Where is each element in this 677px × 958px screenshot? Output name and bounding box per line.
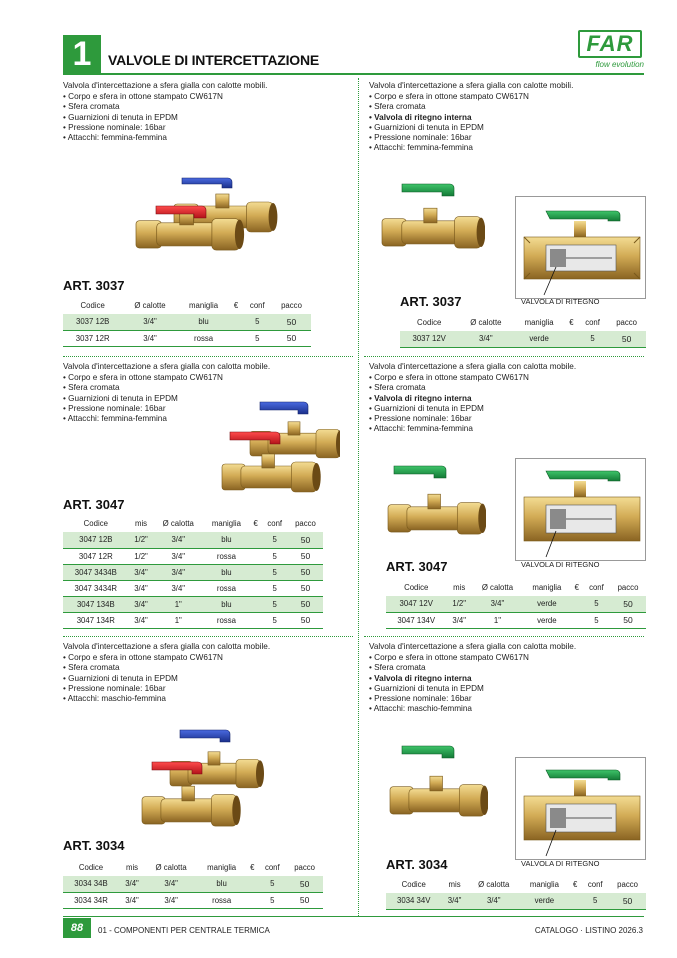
column-header: maniglia bbox=[524, 318, 554, 327]
logo-tagline: flow evolution bbox=[595, 60, 644, 69]
column-header: maniglia bbox=[532, 583, 562, 592]
feature-item: • Valvola di ritegno interna bbox=[369, 674, 576, 684]
col-maniglia: maniglia bbox=[189, 301, 219, 310]
table-cell: 1/2" bbox=[129, 548, 154, 564]
column-header: Codice bbox=[404, 583, 429, 592]
table-cell bbox=[230, 314, 243, 330]
column-header: conf bbox=[264, 863, 280, 872]
table-cell: verde bbox=[520, 893, 569, 909]
article-title: ART. 3047 bbox=[63, 497, 125, 512]
table-row bbox=[63, 548, 323, 564]
table-cell: 3047 12R bbox=[63, 548, 129, 564]
table-cell: 3047 12B bbox=[63, 532, 129, 548]
valve-photo bbox=[140, 726, 265, 836]
column-header: conf bbox=[585, 318, 600, 327]
valve-photo bbox=[388, 742, 488, 822]
article-title: ART. 3037 bbox=[400, 294, 462, 309]
row-divider bbox=[63, 636, 353, 637]
table-cell: 5 bbox=[583, 596, 610, 612]
table-cell: 3037 12B bbox=[63, 314, 122, 330]
section-drawing bbox=[515, 757, 646, 860]
column-header: Ø calotta bbox=[155, 863, 187, 872]
table-cell: 5 bbox=[583, 612, 610, 628]
column-header: Ø calotta bbox=[478, 880, 510, 889]
feature-item: • Attacchi: femmina-femmina bbox=[369, 424, 576, 434]
table-row bbox=[63, 330, 311, 346]
column-header: Codice bbox=[78, 863, 104, 872]
article-title: ART. 3034 bbox=[386, 857, 448, 872]
table-cell: 1" bbox=[153, 596, 203, 612]
table-cell: 50 bbox=[610, 612, 646, 628]
table-cell bbox=[250, 564, 262, 580]
table-cell: rossa bbox=[203, 612, 250, 628]
column-header: € bbox=[250, 863, 255, 872]
product-intro: Valvola d'intercettazione a sfera gialla con calotta mobile. bbox=[369, 642, 577, 651]
feature-item: • Pressione nominale: 16bar bbox=[63, 123, 267, 133]
row-divider bbox=[364, 636, 644, 637]
section-caption: VALVOLA DI RITEGNO bbox=[521, 560, 600, 569]
product-table bbox=[63, 300, 311, 347]
feature-item: • Sfera cromata bbox=[63, 383, 270, 393]
table-cell: 1/2" bbox=[129, 532, 154, 548]
column-divider bbox=[358, 78, 359, 916]
table-row bbox=[63, 892, 323, 908]
article-title: ART. 3037 bbox=[63, 278, 125, 293]
table-cell bbox=[230, 330, 243, 346]
table-cell: 5 bbox=[258, 876, 286, 892]
valve-photo bbox=[128, 168, 278, 276]
column-header: mis bbox=[448, 880, 461, 889]
table-cell: blu bbox=[178, 314, 230, 330]
column-header: pacco bbox=[295, 519, 316, 528]
feature-item: • Guarnizioni di tenuta in EPDM bbox=[63, 674, 270, 684]
column-header: mis bbox=[453, 583, 466, 592]
table-cell: verde bbox=[523, 612, 571, 628]
table-row bbox=[400, 331, 646, 347]
table-cell: 3/4" bbox=[129, 612, 154, 628]
product-description bbox=[369, 362, 576, 434]
table-cell: 5 bbox=[262, 532, 288, 548]
product-intro: Valvola d'intercettazione a sfera gialla con calotta mobile. bbox=[63, 362, 271, 371]
table-cell: 3047 12V bbox=[386, 596, 446, 612]
table-row bbox=[63, 580, 323, 596]
section-drawing bbox=[515, 196, 646, 299]
table-cell: 5 bbox=[581, 893, 609, 909]
table-cell bbox=[246, 892, 258, 908]
footer-divider bbox=[63, 916, 644, 917]
table-row bbox=[386, 596, 646, 612]
column-header: € bbox=[569, 318, 574, 327]
feature-item: • Corpo e sfera in ottone stampato CW617N bbox=[63, 373, 270, 383]
table-cell: 50 bbox=[286, 876, 323, 892]
product-description bbox=[63, 642, 270, 704]
table-cell: 50 bbox=[288, 532, 323, 548]
feature-item: • Pressione nominale: 16bar bbox=[369, 414, 576, 424]
table-cell: 3/4" bbox=[458, 331, 513, 347]
table-cell: 3/4" bbox=[442, 893, 468, 909]
feature-item: • Attacchi: maschio-femmina bbox=[369, 704, 576, 714]
product-intro: Valvola d'intercettazione a sfera gialla con calotta mobile. bbox=[369, 362, 577, 371]
table-cell: 3037 12R bbox=[63, 330, 122, 346]
column-header: maniglia bbox=[529, 880, 559, 889]
footer-catalog: CATALOGO · LISTINO 2026.3 bbox=[534, 926, 643, 935]
feature-item: • Attacchi: femmina-femmina bbox=[63, 133, 267, 143]
column-header: Ø calotte bbox=[470, 318, 502, 327]
table-cell: verde bbox=[513, 331, 565, 347]
column-header: Ø calotta bbox=[481, 583, 514, 592]
table-cell: 50 bbox=[288, 564, 323, 580]
table-header bbox=[386, 879, 646, 893]
column-header: pacco bbox=[616, 318, 637, 327]
table-row bbox=[63, 876, 323, 892]
table-cell: 50 bbox=[610, 596, 646, 612]
table-cell: 5 bbox=[262, 612, 288, 628]
table-cell: 50 bbox=[288, 548, 323, 564]
feature-item: • Attacchi: maschio-femmina bbox=[63, 694, 270, 704]
table-row bbox=[63, 564, 323, 580]
column-header: pacco bbox=[617, 880, 638, 889]
column-header: Codice bbox=[401, 880, 426, 889]
feature-item: • Sfera cromata bbox=[369, 663, 576, 673]
table-cell: blu bbox=[203, 564, 250, 580]
table-cell: 1" bbox=[472, 612, 523, 628]
column-header: € bbox=[253, 519, 258, 528]
table-cell: 3/4" bbox=[153, 580, 203, 596]
product-table bbox=[63, 862, 323, 909]
table-cell: 5 bbox=[262, 580, 288, 596]
table-cell: 3047 134V bbox=[386, 612, 446, 628]
column-header: pacco bbox=[294, 863, 315, 872]
table-cell: 3/4" bbox=[472, 596, 523, 612]
feature-item: • Pressione nominale: 16bar bbox=[63, 684, 270, 694]
feature-item: • Valvola di ritegno interna bbox=[369, 394, 576, 404]
table-cell: rossa bbox=[197, 892, 246, 908]
feature-item: • Attacchi: femmina-femmina bbox=[63, 414, 270, 424]
table-cell bbox=[250, 596, 262, 612]
table-cell: 5 bbox=[258, 892, 286, 908]
table-cell: 3/4" bbox=[129, 580, 154, 596]
valve-photo bbox=[386, 462, 486, 540]
feature-item: • Corpo e sfera in ottone stampato CW617N bbox=[369, 653, 576, 663]
col-conf: conf bbox=[249, 301, 265, 310]
article-title: ART. 3047 bbox=[386, 559, 448, 574]
table-cell bbox=[250, 612, 262, 628]
column-header: conf bbox=[267, 519, 283, 528]
column-header: mis bbox=[134, 519, 148, 528]
feature-item: • Sfera cromata bbox=[369, 383, 576, 393]
feature-item: • Guarnizioni di tenuta in EPDM bbox=[369, 404, 576, 414]
table-cell: 3034 34V bbox=[386, 893, 442, 909]
table-header bbox=[400, 317, 646, 331]
table-cell: 3/4" bbox=[129, 564, 154, 580]
table-cell: 3047 3434B bbox=[63, 564, 129, 580]
table-cell bbox=[571, 612, 583, 628]
table-row bbox=[386, 893, 646, 909]
col-codice: Codice bbox=[80, 301, 105, 310]
table-cell: 3/4" bbox=[119, 892, 145, 908]
col-calotte: Ø calotte bbox=[134, 301, 166, 310]
product-table bbox=[63, 518, 323, 629]
table-row bbox=[63, 532, 323, 548]
section-caption: VALVOLA DI RITEGNO bbox=[521, 859, 600, 868]
table-cell: 1" bbox=[153, 612, 203, 628]
feature-item: • Pressione nominale: 16bar bbox=[369, 133, 573, 143]
row-divider bbox=[364, 356, 644, 357]
feature-item: • Sfera cromata bbox=[63, 102, 267, 112]
table-header bbox=[386, 582, 646, 596]
column-header: mis bbox=[125, 863, 139, 872]
table-cell: 3/4" bbox=[122, 314, 177, 330]
table-cell bbox=[565, 331, 578, 347]
product-table bbox=[386, 582, 646, 629]
table-cell: 50 bbox=[609, 893, 646, 909]
table-cell bbox=[250, 580, 262, 596]
table-cell: 3/4" bbox=[122, 330, 177, 346]
table-cell: rossa bbox=[203, 548, 250, 564]
table-cell: 3/4" bbox=[153, 564, 203, 580]
section-drawing bbox=[515, 458, 646, 561]
table-cell: blu bbox=[197, 876, 246, 892]
table-cell bbox=[250, 548, 262, 564]
feature-item: • Guarnizioni di tenuta in EPDM bbox=[63, 113, 267, 123]
far-logo bbox=[570, 30, 644, 70]
product-table bbox=[386, 879, 646, 910]
table-cell: blu bbox=[203, 596, 250, 612]
table-cell: 3/4" bbox=[129, 596, 154, 612]
table-cell: 5 bbox=[262, 564, 288, 580]
section-caption: VALVOLA DI RITEGNO bbox=[521, 297, 600, 306]
table-cell: 50 bbox=[607, 331, 646, 347]
chapter-number: 1 bbox=[63, 35, 101, 73]
feature-item: • Attacchi: femmina-femmina bbox=[369, 143, 573, 153]
feature-item: • Guarnizioni di tenuta in EPDM bbox=[369, 684, 576, 694]
feature-item: • Pressione nominale: 16bar bbox=[63, 404, 270, 414]
table-cell: 50 bbox=[288, 580, 323, 596]
column-header: maniglia bbox=[211, 519, 241, 528]
table-cell: 50 bbox=[288, 612, 323, 628]
table-cell: 50 bbox=[286, 892, 323, 908]
product-table bbox=[400, 317, 646, 348]
table-row bbox=[386, 612, 646, 628]
table-cell: 1/2" bbox=[446, 596, 472, 612]
table-cell: 3/4" bbox=[145, 892, 197, 908]
table-cell: 5 bbox=[262, 548, 288, 564]
table-cell: verde bbox=[523, 596, 571, 612]
table-cell: 3/4" bbox=[468, 893, 520, 909]
valve-photo bbox=[380, 180, 485, 255]
table-cell: 3/4" bbox=[446, 612, 472, 628]
table-cell: 3037 12V bbox=[400, 331, 458, 347]
table-row bbox=[63, 314, 311, 330]
table-cell: 3047 134B bbox=[63, 596, 129, 612]
table-header bbox=[63, 300, 311, 314]
table-cell: 3034 34R bbox=[63, 892, 119, 908]
table-cell: 3/4" bbox=[153, 532, 203, 548]
table-cell bbox=[571, 596, 583, 612]
column-header: Ø calotta bbox=[162, 519, 194, 528]
product-description bbox=[369, 642, 576, 714]
feature-item: • Pressione nominale: 16bar bbox=[369, 694, 576, 704]
table-cell: 5 bbox=[243, 314, 272, 330]
col-pacco: pacco bbox=[281, 301, 302, 310]
table-cell bbox=[569, 893, 581, 909]
feature-item: • Corpo e sfera in ottone stampato CW617N bbox=[63, 92, 267, 102]
feature-item: • Corpo e sfera in ottone stampato CW617N bbox=[369, 373, 576, 383]
table-cell: blu bbox=[203, 532, 250, 548]
table-cell: 3034 34B bbox=[63, 876, 119, 892]
product-description bbox=[63, 81, 267, 143]
table-cell: rossa bbox=[203, 580, 250, 596]
table-cell: 50 bbox=[272, 330, 311, 346]
table-cell: 3047 3434R bbox=[63, 580, 129, 596]
column-header: Codice bbox=[417, 318, 442, 327]
table-cell: 3/4" bbox=[145, 876, 197, 892]
table-cell: 50 bbox=[272, 314, 311, 330]
table-cell: 3/4" bbox=[119, 876, 145, 892]
chapter-title: VALVOLE DI INTERCETTAZIONE bbox=[108, 52, 320, 68]
col-price: € bbox=[233, 301, 239, 310]
table-cell: 50 bbox=[288, 596, 323, 612]
valve-photo bbox=[220, 398, 340, 498]
table-header bbox=[63, 862, 323, 876]
table-cell: 5 bbox=[243, 330, 272, 346]
column-header: € bbox=[574, 583, 579, 592]
table-cell: 3/4" bbox=[153, 548, 203, 564]
table-cell: 5 bbox=[262, 596, 288, 612]
table-cell: rossa bbox=[178, 330, 230, 346]
table-cell bbox=[250, 532, 262, 548]
column-header: conf bbox=[587, 880, 603, 889]
row-divider bbox=[63, 356, 353, 357]
column-header: maniglia bbox=[207, 863, 237, 872]
header-divider bbox=[63, 73, 644, 75]
table-cell bbox=[246, 876, 258, 892]
article-title: ART. 3034 bbox=[63, 838, 125, 853]
page-number: 88 bbox=[63, 918, 91, 938]
feature-item: • Guarnizioni di tenuta in EPDM bbox=[63, 394, 270, 404]
column-header: conf bbox=[589, 583, 604, 592]
feature-item: • Corpo e sfera in ottone stampato CW617N bbox=[63, 653, 270, 663]
logo-text: FAR bbox=[578, 30, 642, 58]
table-header bbox=[63, 518, 323, 532]
table-row bbox=[63, 596, 323, 612]
column-header: Codice bbox=[83, 519, 108, 528]
table-row bbox=[63, 612, 323, 628]
feature-item: • Valvola di ritegno interna bbox=[369, 113, 573, 123]
footer-section: 01 - COMPONENTI PER CENTRALE TERMICA bbox=[98, 926, 270, 935]
product-description bbox=[369, 81, 573, 153]
feature-item: • Guarnizioni di tenuta in EPDM bbox=[369, 123, 573, 133]
column-header: pacco bbox=[617, 583, 639, 592]
feature-item: • Sfera cromata bbox=[369, 102, 573, 112]
product-intro: Valvola d'intercettazione a sfera gialla con calotte mobili. bbox=[63, 81, 268, 90]
table-cell: 5 bbox=[578, 331, 607, 347]
column-header: € bbox=[572, 880, 578, 889]
feature-item: • Corpo e sfera in ottone stampato CW617N bbox=[369, 92, 573, 102]
product-intro: Valvola d'intercettazione a sfera gialla con calotte mobili. bbox=[369, 81, 574, 90]
table-cell: 3047 134R bbox=[63, 612, 129, 628]
feature-item: • Sfera cromata bbox=[63, 663, 270, 673]
product-intro: Valvola d'intercettazione a sfera gialla con calotta mobile. bbox=[63, 642, 271, 651]
